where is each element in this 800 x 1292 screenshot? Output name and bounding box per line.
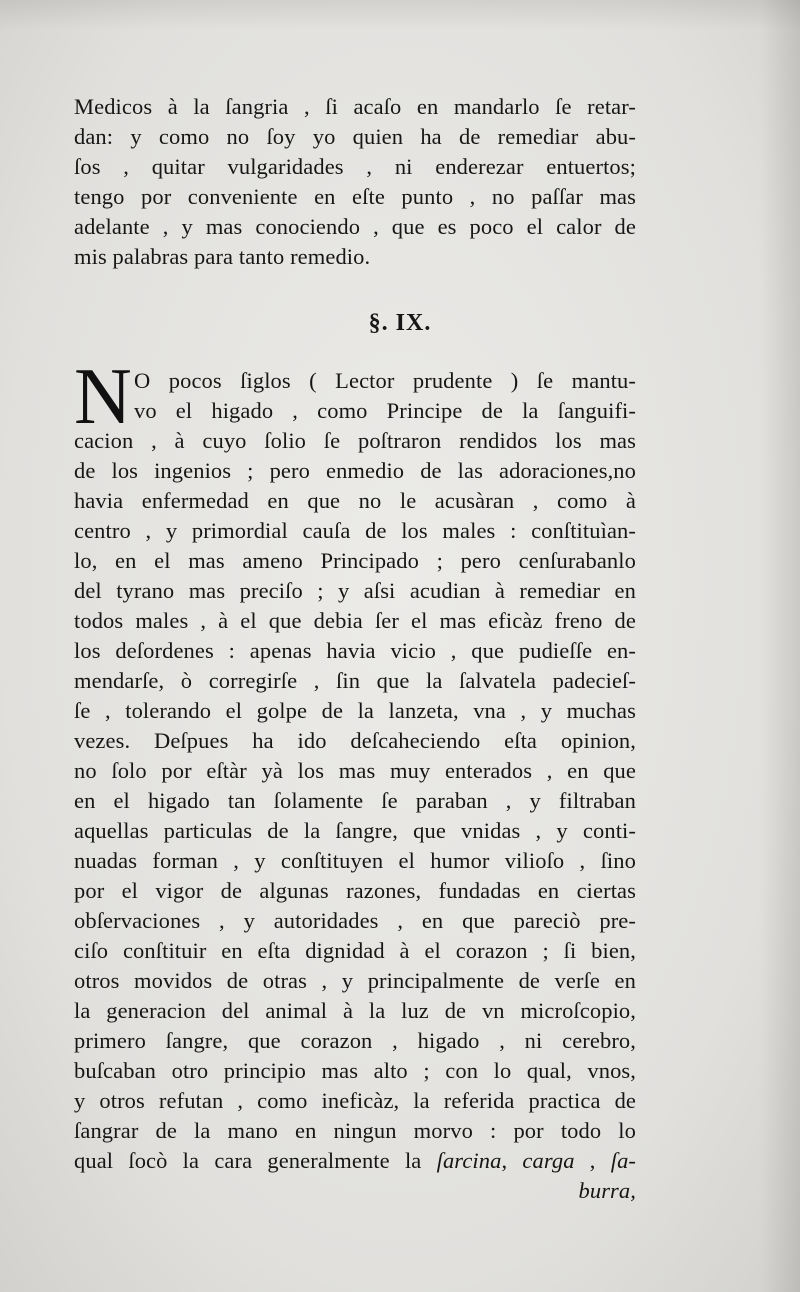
italic-term-saburra-end: burra, [578,1178,636,1203]
text-fragment: qual ſocò la cara generalmente la [74,1148,437,1173]
text-line: la generacion del animal à la luz de vn microſcopio, [74,998,636,1023]
text-line: centro , y primordial cauſa de los males : conſtituìan- [74,518,636,543]
text-line: ciſo conſtituir en eſta dignidad à el corazon ; ſi bien, [74,938,636,963]
text-line: cacion , à cuyo ſolio ſe poſtraron rendidos los mas [74,428,636,453]
text-line: primero ſangre, que corazon , higado , ni cerebro, [74,1028,636,1053]
text-line: adelante , y mas conociendo , que es poco el calor de [74,214,636,239]
text-line: por el vigor de algunas razones, fundadas en ciertas [74,878,636,903]
text-line: lo, en el mas ameno Principado ; pero cenſurabanlo [74,548,636,573]
text-line: ſangrar de la mano en ningun morvo : por todo lo [74,1118,636,1143]
text-line-final [74,1176,636,1206]
text-line: los deſordenes : apenas havia vicio , que pudieſſe en- [74,638,636,663]
text-line: todos males , à el que debia ſer el mas eficàz freno de [74,608,636,633]
text-line: vezes. Deſpues ha ido deſcaheciendo eſta opinion, [74,728,636,753]
text-line: aquellas particulas de la ſangre, que vnidas , y conti- [74,818,636,843]
page-edge-shadow [760,0,800,1292]
italic-term-carga: carga [522,1148,575,1173]
section-heading: §. IX. [368,310,432,336]
italic-term-saburra-start: ſa- [610,1148,637,1173]
text-line: mendarſe, ò corregirſe , ſin que la ſalvatela padecieſ- [74,668,636,693]
text-line: en el higado tan ſolamente ſe paraban , y filtraban [74,788,636,813]
italic-term-sarcina: ſarcina [436,1148,502,1173]
text-line: havia enfermedad en que no le acusàran , como à [74,488,636,513]
text-line: mis palabras para tanto remedio. [74,244,371,269]
text-line: otros movidos de otras , y principalmente de verſe en [74,968,636,993]
text-line: de los ingenios ; pero enmedio de las adoraciones,no [74,458,636,483]
text-line: del tyrano mas preciſo ; y aſsi acudian à remediar en [74,578,636,603]
text-line-with-italics [74,1146,636,1176]
text-line: dan: y como no ſoy yo quien ha de remediar abu- [74,124,636,149]
drop-cap: N [74,353,132,441]
page-top-shadow [0,0,800,30]
text-fragment: , [501,1148,523,1173]
main-paragraph [74,353,637,1206]
text-line: obſervaciones , y autoridades , en que pareciò pre- [74,908,636,933]
text-line: no ſolo por eſtàr yà los mas muy enterados , en que [74,758,636,783]
text-line: buſcaban otro principio mas alto ; con lo qual, vnos, [74,1058,636,1083]
top-paragraph [74,92,636,272]
text-line: vo el higado , como Principe de la ſanguifi- [134,398,636,423]
text-line: ſos , quitar vulgaridades , ni enderezar entuertos; [74,154,636,179]
text-line: ſe , tolerando el golpe de la lanzeta, vna , y muchas [74,698,636,723]
text-line: Medicos à la ſangria , ſi acaſo en mandarlo ſe retar- [74,94,636,119]
text-line: y otros refutan , como ineficàz, la referida practica de [74,1088,636,1113]
text-line: nuadas forman , y conſtituyen el humor vilioſo , ſino [74,848,636,873]
text-line: tengo por conveniente en eſte punto , no paſſar mas [74,184,636,209]
text-line: O pocos ſiglos ( Lector prudente ) ſe mantu- [134,368,636,393]
text-fragment: , [574,1148,611,1173]
